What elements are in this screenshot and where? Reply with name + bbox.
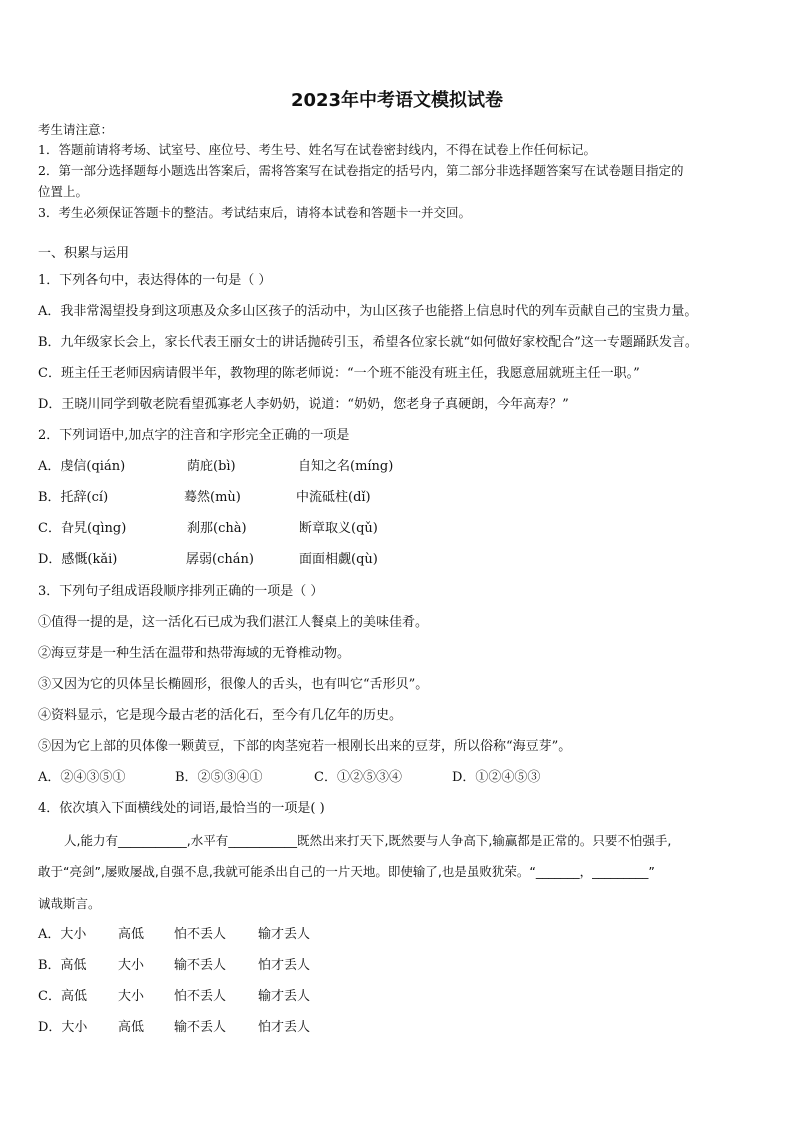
- question-2-option-a-word3: 自知之名(míng): [298, 459, 394, 474]
- question-3-answer-b: B．②⑤③④①: [175, 770, 263, 785]
- notice-item: 1．答题前请将考场、试室号、座位号、考生号、姓名写在试卷密封线内，不得在试卷上作任何标记。: [38, 142, 596, 157]
- question-1-option-c: C．班主任王老师因病请假半年，教物理的陈老师说：“一个班不能没有班主任，我愿意屈就班主任一职。”: [38, 366, 640, 381]
- question-4-option-b-word3: 输不丢人: [174, 958, 227, 973]
- question-4-passage-line: 诚哉斯言。: [38, 896, 101, 911]
- question-1-option-d: D．王晓川同学到敬老院看望孤寡老人李奶奶，说道：“奶奶，您老身子真硬朗，今年高寿？”: [38, 397, 569, 412]
- question-4-option-a-word1: A．大小: [38, 927, 87, 942]
- question-2-option-b-word2: 蓦然(mù): [184, 490, 241, 505]
- question-4-option-d-word2: 高低: [118, 1020, 145, 1035]
- question-4-option-c-word3: 怕不丢人: [174, 989, 227, 1004]
- question-2-option-c-word1: C．旮旯(qìng): [38, 521, 127, 536]
- question-4-passage-line: 敢于“亮剑”,屡败屡战,自强不息,我就可能杀出自己的一片天地。即使输了,也是虽败犹荣。“_______，_________”: [38, 864, 655, 879]
- question-4-option-a-word2: 高低: [118, 927, 145, 942]
- question-4-option-d-word3: 输不丢人: [174, 1020, 227, 1035]
- question-3-answer-d: D．①②④⑤③: [452, 770, 541, 785]
- section-heading: 一、积累与运用: [38, 246, 130, 261]
- question-2-option-b-word3: 中流砥柱(dǐ): [296, 490, 371, 505]
- exam-title: 2023年中考语文模拟试卷: [290, 90, 504, 111]
- question-2-option-c-word2: 刹那(chà): [187, 521, 247, 536]
- question-2-option-a-word1: A．虔信(qián): [38, 459, 126, 474]
- question-3-sentence: ①值得一提的是，这一活化石已成为我们湛江人餐桌上的美味佳肴。: [38, 615, 429, 630]
- question-2-option-c-word3: 断章取义(qǔ): [299, 521, 378, 536]
- question-4-stem: 4．依次填入下面横线处的词语,最恰当的一项是( ): [38, 801, 325, 816]
- question-4-passage-line: 人,能力有___________,水平有___________既然出来打天下,既然要与人争高下,输赢都是正常的。只要不怕强手,: [64, 833, 672, 848]
- question-1-stem: 1．下列各句中，表达得体的一句是（ ）: [38, 273, 272, 288]
- question-1-option-a: A．我非常渴望投身到这项惠及众多山区孩子的活动中，为山区孩子也能搭上信息时代的列车贡献自己的宝贵力量。: [38, 304, 698, 319]
- question-2-option-d-word1: D．感慨(kǎi): [38, 552, 118, 567]
- notice-item: 位置上。: [38, 184, 89, 199]
- question-2-option-d-word2: 孱弱(chán): [186, 552, 254, 567]
- question-3-sentence: ②海豆芽是一种生活在温带和热带海域的无脊椎动物。: [38, 646, 351, 661]
- question-4-option-d-word1: D．大小: [38, 1020, 88, 1035]
- question-2-option-d-word3: 面面相觑(qù): [299, 552, 378, 567]
- notice-item: 3．考生必须保证答题卡的整洁。考试结束后，请将本试卷和答题卡一并交回。: [38, 205, 471, 220]
- question-4-option-b-word2: 大小: [118, 958, 145, 973]
- question-3-stem: 3．下列句子组成语段顺序排列正确的一项是（ ）: [38, 584, 324, 599]
- question-4-option-b-word1: B．高低: [38, 958, 87, 973]
- question-2-option-b-word1: B．托辞(cí): [38, 490, 109, 505]
- question-3-sentence: ③又因为它的贝体呈长椭圆形，很像人的舌头，也有叫它“舌形贝”。: [38, 677, 429, 692]
- question-2-option-a-word2: 荫庇(bì): [187, 459, 236, 474]
- question-3-sentence: ④资料显示，它是现今最古老的活化石，至今有几亿年的历史。: [38, 708, 403, 723]
- question-3-answer-a: A．②④③⑤①: [38, 770, 126, 785]
- question-4-option-a-word3: 怕不丢人: [174, 927, 227, 942]
- question-4-option-c-word2: 大小: [118, 989, 145, 1004]
- notice-item: 2．第一部分选择题每小题选出答案后，需将答案写在试卷指定的括号内，第二部分非选择题答案写在试卷题目指定的: [38, 163, 684, 178]
- question-4-option-a-word4: 输才丢人: [258, 927, 311, 942]
- notice-heading: 考生请注意：: [38, 122, 114, 137]
- question-4-option-d-word4: 怕才丢人: [258, 1020, 311, 1035]
- question-3-sentence: ⑤因为它上部的贝体像一颗黄豆，下部的肉茎宛若一根刚长出来的豆芽，所以俗称“海豆芽”。: [38, 739, 572, 754]
- question-3-answer-c: C．①②⑤③④: [314, 770, 402, 785]
- question-2-stem: 2．下列词语中,加点字的注音和字形完全正确的一项是: [38, 428, 350, 443]
- question-4-option-c-word4: 输才丢人: [258, 989, 311, 1004]
- question-4-option-c-word1: C．高低: [38, 989, 87, 1004]
- question-4-option-b-word4: 怕才丢人: [258, 958, 311, 973]
- question-1-option-b: B．九年级家长会上，家长代表王丽女士的讲话抛砖引玉，希望各位家长就“如何做好家校配合”这一专题踊跃发言。: [38, 335, 698, 350]
